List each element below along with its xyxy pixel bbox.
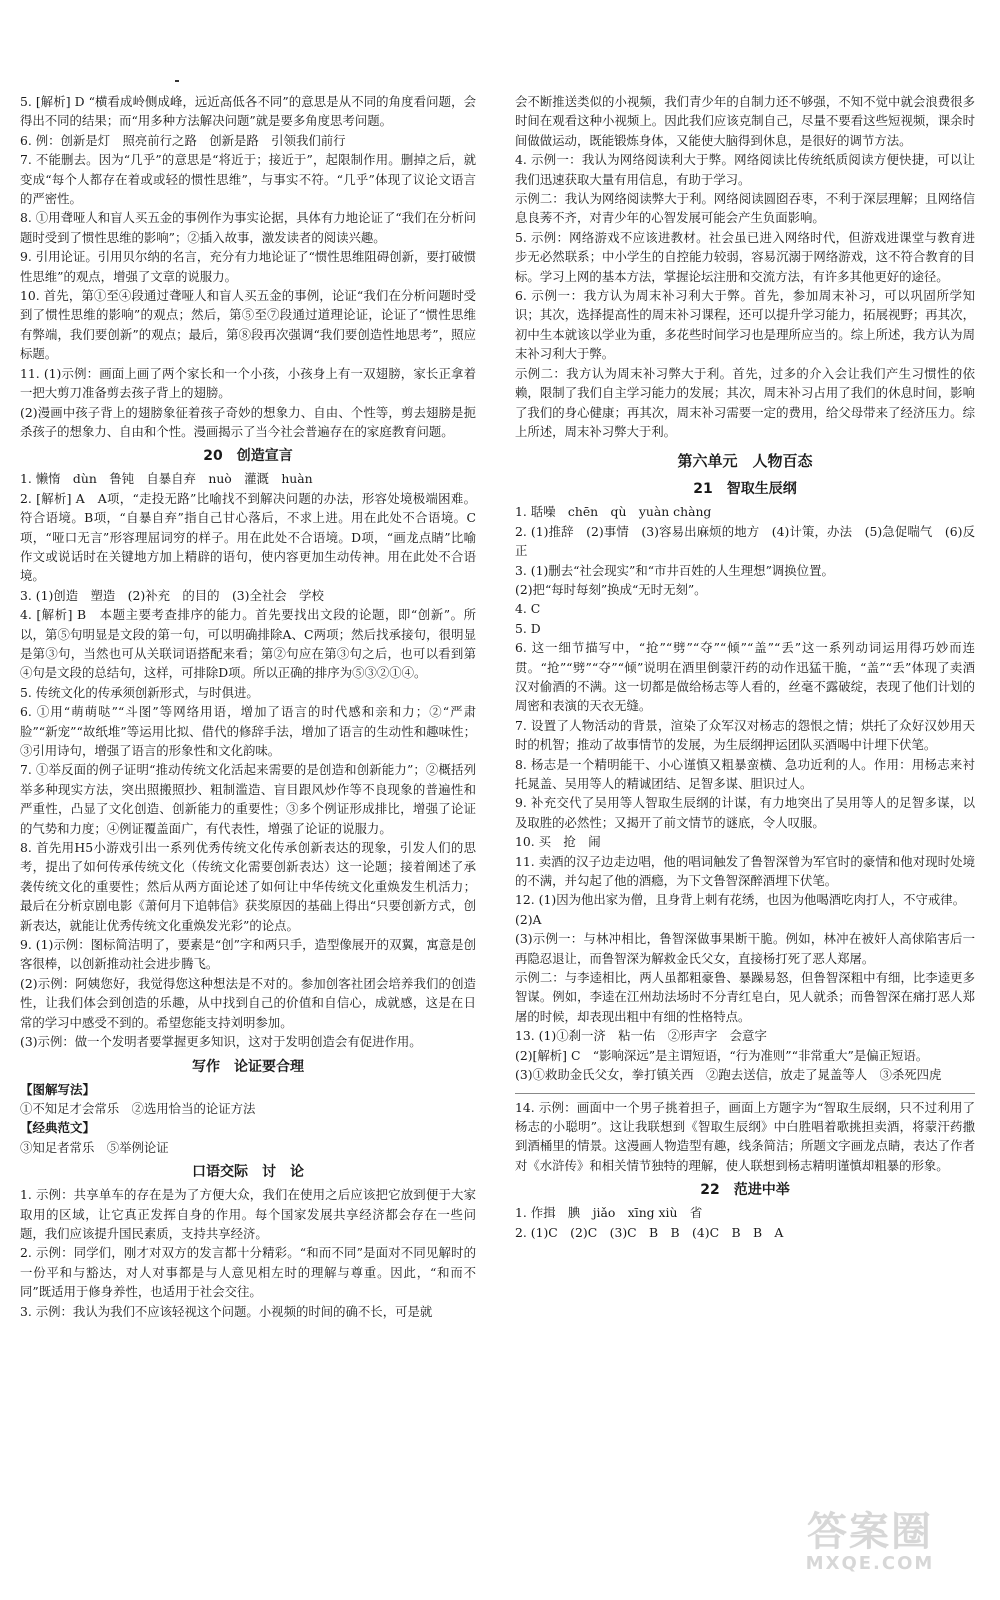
answer-item: 10. 买 抢 闹 xyxy=(515,834,601,850)
oral-heading: 口语交际 讨 论 xyxy=(192,1164,304,1181)
answer-item: 7. ①举反面的例子证明“推动传统文化活起来需要的是创造和创新能力”；②概括列举多种现实方法，突出照搬照抄、粗制滥造、盲目跟风炒作等不良现象的普遍性和严重性，凸显了文化创造、创新能力的重要性；③多个例证形成排比，增强了论证的气势和力度；④例证覆盖面广，有代表性，增强了论证的说服力。 xyxy=(20,762,476,836)
answer-item: (3)示例：做一个发明者要掌握更多知识，这对于发明创造会有促进作用。 xyxy=(20,1034,422,1050)
answer-item: (3)示例一：与林冲相比，鲁智深做事果断干脆。例如，林冲在被奸人高俅陷害后一再隐忍退让，而鲁智深为解救金氏父女，直接杨打死了恶人郑屠。 xyxy=(515,931,975,966)
unit-heading: 第六单元 人物百态 xyxy=(677,452,813,471)
answer-item: (2)A xyxy=(515,911,542,927)
watermark-url: MXQE.COM xyxy=(805,1553,935,1574)
answer-item: 9. 补充交代了吴用等人智取生辰纲的计谋，有力地突出了吴用等人的足智多谋，以及取胜的必然性；又揭开了前文情节的谜底，令人叹服。 xyxy=(515,795,975,830)
answer-item: 11. (1)示例：画面上画了两个家长和一个小孩，小孩身上有一双翅膀，家长正拿着一把大剪刀准备剪去孩子背上的翅膀。 xyxy=(20,365,476,401)
answer-item: 2. (1)推辞 (2)事情 (3)容易出麻烦的地方 (4)计策，办法 (5)急促喘气 (6)反正 xyxy=(515,523,975,559)
answer-item: 示例二：我认为网络阅读弊大于利。网络阅读圆囵吞枣，不利于深层理解；且网络信息良莠不齐，对青少年的心智发展可能会产生负面影响。 xyxy=(515,191,975,226)
answer-item: 4. C xyxy=(515,601,541,617)
subsection-label: 【经典范文】 xyxy=(20,1120,96,1136)
answer-item: 5. 传统文化的传承须创新形式，与时俱进。 xyxy=(20,684,259,700)
answer-item: 1. 示例：共享单车的存在是为了方便大众，我们在使用之后应该把它放到便于大家取用的区域，让它真正发挥自身的作用。每个国家发展共享经济都会存在一些问题，我们应该提升国民素质，支持共享经济。 xyxy=(20,1187,476,1241)
answer-item: (2)漫画中孩子背上的翅膀象征着孩子奇妙的想象力、自由、个性等，剪去翅膀是扼杀孩子的想象力、自由和个性。漫画揭示了当今社会普遍存在的家庭教育问题。 xyxy=(20,404,476,439)
answer-item: 1. 作揖 腆 jiǎo xīng xiù 省 xyxy=(515,1205,703,1221)
answer-item: 14. 示例：画面中一个男子挑着担子，画面上方题字为“智取生辰纲，只不过利用了杨志的小聪明”。这让我联想到《智取生辰纲》中白胜唱着歌挑担卖酒，将蒙汗药撒到酒桶里的情景。这漫画人物造型有趣，线条简洁；所题文字画龙点睛，表达了作者对《水浒传》和相关情节独特的理解，使人联想到杨志精明谨慎却粗暴的形象。 xyxy=(515,1099,975,1173)
answer-item: ①不知足才会常乐 ②选用恰当的论证方法 xyxy=(20,1100,256,1116)
answer-item: (2)把“每时每刻”换成“无时无刻”。 xyxy=(515,581,707,597)
lesson-heading: 21 智取生辰纲 xyxy=(693,481,797,498)
answer-item: 2. [解析] A A项，“走投无路”比喻找不到解决问题的办法，形容处境极端困难。符合语境。B项，“自暴自弃”指自己甘心落后，不求上进。用在此处不合语境。C项，“哑口无言”形容理屈词穷的样子。用在此处不合语境。D项，“画龙点睛”比喻作文或说话时在关键地方加上精辟的语句，使内容更加生动传神。用在此处不合语境。 xyxy=(20,490,476,584)
answer-item: 9. 引用论证。引用贝尔纳的名言，充分有力地论证了“惯性思维阻碍创新，要打破惯性思维”的观点，增强了文章的说服力。 xyxy=(20,249,476,284)
answer-item: 4. 示例一：我认为网络阅读利大于弊。网络阅读比传统纸质阅读方便快捷，可以让我们迅速获取大量有用信息，有助于学习。 xyxy=(515,152,975,187)
answer-item: 13. (1)①刹一济 粘一佑 ②形声字 会意字 xyxy=(515,1028,767,1044)
answer-item: 6. 这一细节描写中，“抢”“劈”“夺”“倾”“盖”“丢”这一系列动词运用得巧妙而连贯。“抢”“劈”“夺”“倾”说明在酒里倒蒙汗药的动作迅猛干脆，“盖”“丢”体现了卖酒汉对偷酒的不满。这一切都是做给杨志等人看的，丝毫不露破绽，表现了他们计划的周密和表演的天衣无缝。 xyxy=(515,640,975,714)
answer-item: 5. [解析] D “横看成岭侧成峰，远近高低各不同”的意思是从不同的角度看问题，会得出不同的结果；而“用多种方法解决问题”就是要多角度思考问题。 xyxy=(20,94,476,129)
answer-item: (2)示例：阿姨您好，我觉得您这种想法是不对的。参加创客社团会培养我们的创造性，让我们体会到创造的乐趣，从中找到自己的价值和自信心，成就感，这是在日常的学习中感受不到的。希望您能支持刘明参加。 xyxy=(20,975,476,1030)
left-column xyxy=(20,92,476,1321)
answer-item: 会不断推送类似的小视频，我们青少年的自制力还不够强，不知不觉中就会浪费很多时间在观看这种小视频上。因此我们应该克制自己，尽量不要看这些短视频，课余时间做做运动，既能锻炼身体，又能使大脑得到休息，是很好的调节方法。 xyxy=(515,94,975,148)
lesson-heading: 22 范进中举 xyxy=(700,1182,790,1199)
answer-item: 4. [解析] B 本题主要考查排序的能力。首先要找出文段的论题，即“创新”。所以，第⑤句明显是文段的第一句，可以明确排除A、C两项；然后找承接句，很明显是第③句，当然也可从关联词语搭配来看；第②句应在第③句之后，也可以看到第④句是文段的总结句，这样，可排除D项。所以正确的排序为⑤③②①④。 xyxy=(20,607,476,681)
answer-item: 8. 首先用H5小游戏引出一系列优秀传统文化传承创新表达的现象，引发人们的思考，提出了如何传承传统文化（传统文化需要创新表达）这一论题；接着阐述了承袭传统文化的重要性；然后从两方面论述了如何让中华传统文化重焕发生机活力；最后在分析京剧电影《萧何月下追韩信》获奖原因的基础上得出“只要创新方式，创新表达，就能让优秀传统文化重焕发光彩”的论点。 xyxy=(20,840,476,933)
divider xyxy=(515,1093,975,1094)
watermark xyxy=(770,1510,970,1580)
answer-item: 12. (1)因为他出家为僧，且身背上刺有花绣，也因为他喝酒吃肉打人，不守戒律。 xyxy=(515,892,966,908)
answer-item: 6. ①用“萌萌哒”“斗图”等网络用语，增加了语言的时代感和亲和力；②“严肃脸”“新宠”“故纸堆”等运用比拟、借代的修辞手法，增加了语言的生动性和趣味性；③引用诗句，增强了语言的形象性和文化韵味。 xyxy=(20,704,476,758)
answer-item: 2. (1)C (2)C (3)C B B (4)C B B A xyxy=(515,1224,784,1240)
subsection-label: 【图解写法】 xyxy=(20,1081,96,1097)
answer-item: 7. 设置了人物活动的背景，渲染了众军汉对杨志的怨恨之情；烘托了众好汉妙用天时的机智；推动了故事情节的发展，为生辰纲押运团队买酒喝中计埋下伏笔。 xyxy=(515,717,975,753)
answer-item: ③知足者常乐 ⑤举例论证 xyxy=(20,1139,169,1155)
watermark-logo: 答案圈 xyxy=(807,1509,933,1555)
answer-item: 8. ①用聋哑人和盲人买五金的事例作为事实论据，具体有力地论证了“我们在分析问题时受到了惯性思维的影响”；②插入故事，激发读者的阅读兴趣。 xyxy=(20,210,476,245)
answer-item: 5. D xyxy=(515,620,541,636)
answer-item: 8. 杨志是一个精明能干、小心谨慎又粗暴蛮横、急功近利的人。作用：用杨志来衬托晁盖、吴用等人的精诚团结、足智多谋、胆识过人。 xyxy=(515,756,975,791)
writing-heading: 写作 论证要合理 xyxy=(192,1058,304,1075)
scan-dot xyxy=(175,80,179,82)
answer-item: 6. 示例一：我方认为周末补习利大于弊。首先，参加周末补习，可以巩固所学知识；其次，选择提高性的周末补习课程，还可以提升学习能力，拓展视野；再其次，初中生本就该以学业为重，多花些时间学习也是理所应当的。综上所述，我方认为周末补习利大于弊。 xyxy=(515,288,975,362)
answer-item: 9. (1)示例：图标简洁明了，要素是“创”字和两只手，造型像展开的双翼，寓意是创客很棒，以创新推动社会进步腾飞。 xyxy=(20,937,476,972)
answer-item: 2. 示例：同学们，刚才对双方的发言都十分精彩。“和而不同”是面对不同见解时的一份平和与豁达，对人对事都是与人意见相左时的理解与尊重。因此，“和而不同”既适用于修身养性，也适用于社会交往。 xyxy=(20,1245,476,1300)
answer-item: 11. 卖酒的汉子边走边唱，他的唱词触发了鲁智深曾为军官时的豪情和他对现时处境的不满，并勾起了他的酒瘾，为下文鲁智深醉酒埋下伏笔。 xyxy=(515,853,975,889)
answer-item: 5. 示例：网络游戏不应该进教材。社会虽已进入网络时代，但游戏进课堂与教育进步无必然联系；中小学生的自控能力较弱，容易沉溺于网络游戏，这不符合教育的目标。学习上网的基本方法，掌握论坛注册和交流方法，有许多其他更好的途径。 xyxy=(515,229,975,284)
answer-item: 6. 例：创新是灯 照亮前行之路 创新是路 引领我们前行 xyxy=(20,132,346,148)
answer-item: (3)①救助金氏父女，拳打镇关西 ②跑去送信，放走了晁盖等人 ③杀死四虎 xyxy=(515,1067,942,1083)
answer-item: 1. 聒噪 chēn qù yuàn chàng xyxy=(515,504,712,520)
answer-item: 1. 懒惰 dùn 鲁钝 自暴自弃 nuò 灌溉 huàn xyxy=(20,471,313,487)
answer-item: 3. (1)创造 塑造 (2)补充 的目的 (3)全社会 学校 xyxy=(20,587,324,603)
answer-item: 3. (1)删去“社会现实”和“市井百姓的人生理想”调换位置。 xyxy=(515,562,834,578)
answer-item: 示例二：与李逵相比，两人虽都粗豪鲁、暴躁易怒，但鲁智深粗中有细，比李逵更多智谋。例如，李逵在江州劫法场时不分青红皂白，见人就杀；而鲁智深在痛打恶人郑屠的时候，却表现出粗中有细的性格特点。 xyxy=(515,970,975,1024)
answer-item: 7. 不能删去。因为“几乎”的意思是“将近于；接近于”，起限制作用。删掉之后，就变成“每个人都存在着或或轻的惯性思维”，与事实不符。“几乎”体现了议论文语言的严密性。 xyxy=(20,152,476,207)
answer-item: 3. 示例：我认为我们不应该轻视这个问题。小视频的时间的确不长，可是就 xyxy=(20,1303,433,1319)
lesson-heading: 20 创造宣言 xyxy=(203,448,293,465)
answer-item: (2)[解析] C “影响深远”是主谓短语，“行为准则”“非常重大”是偏正短语。 xyxy=(515,1047,929,1063)
right-column xyxy=(515,92,975,1242)
answer-item: 10. 首先，第①至④段通过聋哑人和盲人买五金的事例，论证“我们在分析问题时受到了惯性思维的影响”的观点；然后，第⑤至⑦段通过道理论证，论证了“惯性思维有弊端，我们要创新”的观点；最后，第⑧段再次强调“我们要创造性地思考”，照应标题。 xyxy=(20,288,476,362)
answer-item: 示例二：我方认为周末补习弊大于利。首先，过多的介入会让我们产生习惯性的依赖，限制了我们自主学习能力的发展；其次，周末补习占用了我们的休息时间，影响了我们的身心健康；再其次，周末补习需要一定的费用，给父母带来了经济压力。综上所述，周末补习弊大于利。 xyxy=(515,365,975,439)
